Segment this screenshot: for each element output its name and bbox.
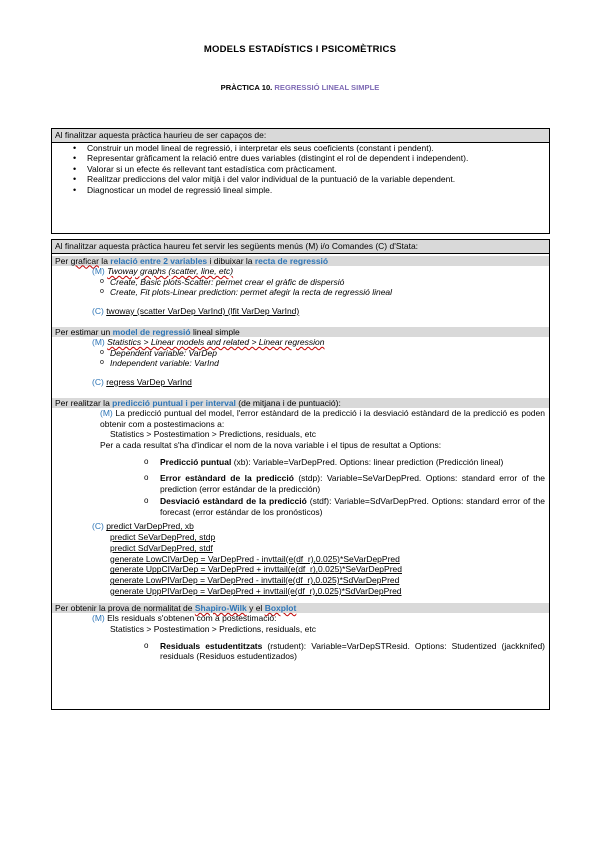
code-line: generate LowCIVarDep = VarDepPred - invttail(e(df_r),0.025)*SeVarDepPred — [110, 553, 400, 564]
model-submenu-dependent: o Dependent variable: VarDep — [100, 347, 217, 358]
prediction-code-block — [52, 532, 549, 597]
circle-bullet-icon: o — [100, 288, 104, 296]
practice-number: PRÀCTICA 10. — [220, 83, 273, 92]
section-normality-header: Per obtenir la prova de normalitat de Shapiro-Wilk y el Boxplot — [52, 603, 549, 614]
circle-bullet-icon: o — [144, 456, 149, 466]
circle-bullet-icon: o — [100, 277, 104, 285]
practice-name: REGRESSIÓ LINEAL SIMPLE — [274, 83, 380, 92]
model-submenu-independent: o Independent variable: VarInd — [100, 358, 219, 369]
objective-item: • Representar gràficament la relació entre dues variables (distingint el rol de dependent i independent). — [87, 153, 545, 164]
code-line: generate UppPIVarDep = VarDepPred + invttail(e(df_r),0.025)*SdVarDepPred — [110, 586, 402, 597]
objectives-intro: Al finalitzar aquesta pràctica haurieu de ser capaços de: — [52, 129, 549, 143]
circle-bullet-icon: o — [144, 496, 149, 506]
objective-item: • Diagnosticar un model de regressió lineal simple. — [87, 185, 545, 196]
section-prediction-menu: (M) La predicció puntual del model, l'error estàndard de la predicció i la desviació estàndard de la predicció es poden obtenir com a postestimacions a: — [100, 408, 545, 429]
objective-item: • Construir un model lineal de regressió, i interpretar els seus coeficients (constant i pendent). — [87, 143, 545, 154]
objective-item: • Valorar si un efecte és rellevant tant estadística com pràcticament. — [87, 164, 545, 175]
section-normality-menu: (M) Els residuals s'obtenen com a postestimació: — [92, 613, 277, 624]
code-line: generate LowPIVarDep = VarDepPred - invttail(e(df_r),0.025)*SdVarDepPred — [110, 575, 400, 586]
normality-menu-path: Statistics > Postestimation > Predictions, residuals, etc — [110, 624, 316, 635]
prediction-menu-path: Statistics > Postestimation > Predictions, residuals, etc — [110, 429, 316, 440]
option-point-prediction: o Predicció puntual (xb): Variable=VarDepPred. Options: linear prediction (Predicción lineal) — [144, 456, 504, 467]
section-graph-command: (C) twoway (scatter VarDep VarInd) (lfit VarDep VarInd) — [92, 305, 300, 316]
option-standard-deviation: o Desviació estàndard de la predicció (stdf): Variable=SdVarDepPred. Options: standard error of the forecast (error estándar de los pronósticos) — [144, 496, 546, 517]
option-studentized-residuals: o Residuals estudentitzats (rstudent): Variable=VarDepSTResid. Options: Studentized (jackknifed) residuals (Residuos estudentizados) — [144, 640, 545, 662]
section-model-header: Per estimar un model de regressió lineal simple — [52, 327, 549, 338]
section-graph-header: Per graficar la relació entre 2 variables i dibuixar la recta de regressió — [52, 256, 549, 267]
circle-bullet-icon: o — [100, 348, 104, 356]
circle-bullet-icon: o — [144, 473, 149, 483]
code-line: predict SdVarDepPred, stdf — [110, 542, 213, 553]
objectives-list — [52, 143, 549, 196]
menus-box — [51, 239, 550, 710]
section-prediction-header: Per realitzar la predicció puntual i per interval (de mitjana i de puntuació): — [52, 398, 549, 409]
practice-title — [0, 83, 600, 92]
graph-submenu-fit: o Create, Fit plots-Linear prediction: permet afegir la recta de regressió lineal — [100, 287, 393, 298]
course-title: MODELS ESTADÍSTICS I PSICOMÈTRICS — [203, 44, 397, 55]
circle-bullet-icon: o — [144, 640, 149, 650]
objectives-box — [51, 128, 550, 234]
objective-item: • Realitzar prediccions del valor mitjà i del valor individual de la puntuació de la variable dependent. — [87, 174, 545, 185]
option-standard-error: o Error estàndard de la predicció (stdp): Variable=SeVarDepPred. Options: standard error of the prediction (error estándar de la predicción) — [144, 473, 545, 494]
graph-submenu-scatter: o Create, Basic plots-Scatter: permet crear el gràfic de dispersió — [100, 276, 345, 287]
prediction-options-note: Per a cada resultat s'ha d'indicar el nom de la nova variable i el tipus de resultat a Options: — [100, 439, 442, 450]
section-model-menu: (M) Statistics > Linear models and related > Linear regression — [92, 337, 325, 348]
circle-bullet-icon: o — [100, 359, 104, 367]
section-model-command: (C) regress VarDep VarInd — [92, 376, 192, 387]
section-prediction-command: (C) predict VarDepPred, xb — [92, 521, 194, 532]
code-line: predict SeVarDepPred, stdp — [110, 532, 216, 543]
section-graph-menu: (M) Twoway graphs (scatter, line, etc) — [92, 266, 234, 277]
menus-intro: Al finalitzar aquesta pràctica haureu fet servir les següents menús (M) i/o Comandes (C) d'Stata: — [52, 240, 549, 254]
code-line: generate UppCIVarDep = VarDepPred + invttail(e(df_r),0.025)*SeVarDepPred — [110, 564, 402, 575]
